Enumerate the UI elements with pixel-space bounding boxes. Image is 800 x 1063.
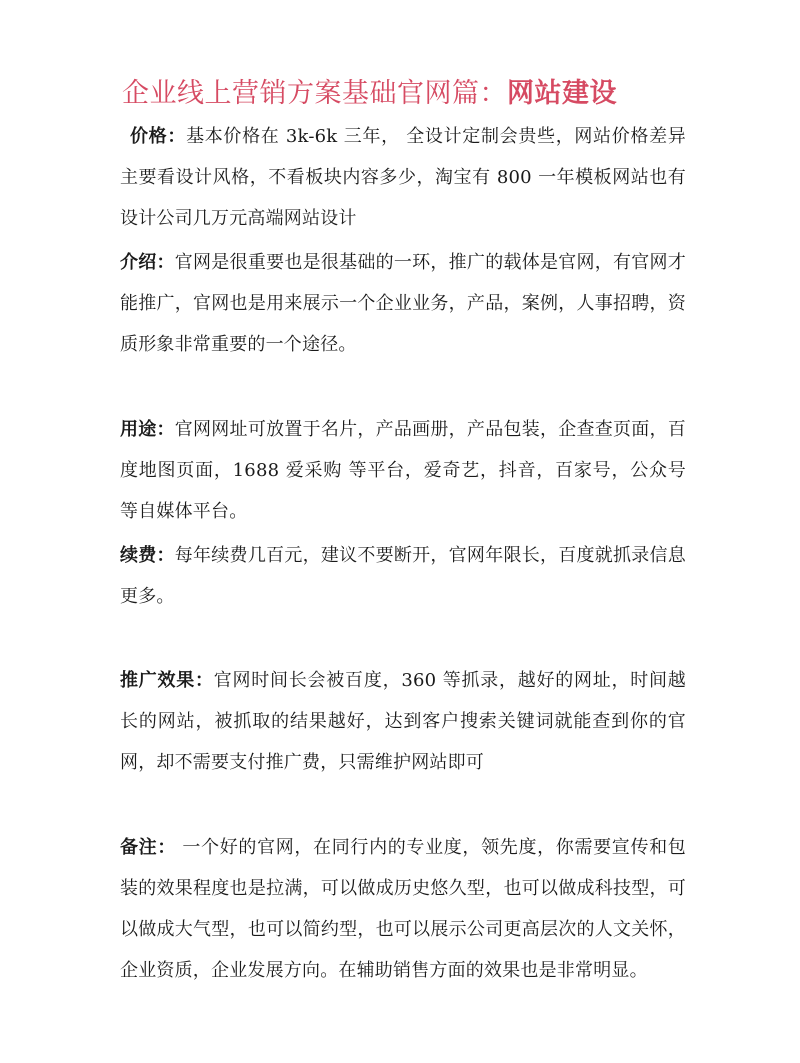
- section-renewal: [120, 535, 686, 617]
- section-price-text: 基本价格在 3k-6k 三年， 全设计定制会贵些，网站价格差异主要看设计风格，不看板块内容多少，淘宝有 800 一年模板网站也有设计公司几万元高端网站设计: [120, 126, 686, 229]
- title-main: 企业线上营销方案基础官网篇：: [122, 78, 507, 109]
- section-intro-text: 官网是很重要也是很基础的一环，推广的载体是官网，有官网才能推广，官网也是用来展示一个企业业务，产品，案例，人事招聘，资质形象非常重要的一个途径。: [120, 252, 686, 355]
- section-intro: [120, 242, 686, 365]
- page-title: [122, 74, 762, 114]
- section-renewal-label: 续费：: [120, 545, 175, 566]
- section-intro-label: 介绍：: [120, 252, 175, 273]
- section-promotion-text: 官网时间长会被百度，360 等抓录，越好的网址，时间越长的网站，被抓取的结果越好，达到客户搜索关键词就能查到你的官网，却不需要支付推广费，只需维护网站即可: [120, 670, 687, 773]
- section-note-text: 一个好的官网，在同行内的专业度，领先度，你需要宣传和包装的效果程度也是拉满，可以做成历史悠久型，也可以做成科技型，可以做成大气型，也可以简约型，也可以展示公司更高层次的人文关怀，企业资质，企业发展方向。在辅助销售方面的效果也是非常明显。: [120, 837, 686, 981]
- section-promotion: [120, 660, 686, 783]
- section-usage-text: 官网网址可放置于名片，产品画册，产品包装，企查查页面，百度地图页面，1688 爱采购 等平台，爱奇艺，抖音，百家号，公众号等自媒体平台。: [120, 419, 686, 522]
- section-promotion-label: 推广效果：: [120, 670, 214, 691]
- section-usage: [120, 409, 686, 532]
- section-price: [120, 116, 686, 239]
- title-emphasis: 网站建设: [507, 78, 617, 109]
- section-price-label: 价格：: [130, 126, 187, 147]
- section-note: [120, 827, 686, 991]
- section-note-label: 备注：: [120, 837, 177, 858]
- section-renewal-text: 每年续费几百元，建议不要断开，官网年限长，百度就抓录信息更多。: [120, 545, 686, 607]
- section-usage-label: 用途：: [120, 419, 175, 440]
